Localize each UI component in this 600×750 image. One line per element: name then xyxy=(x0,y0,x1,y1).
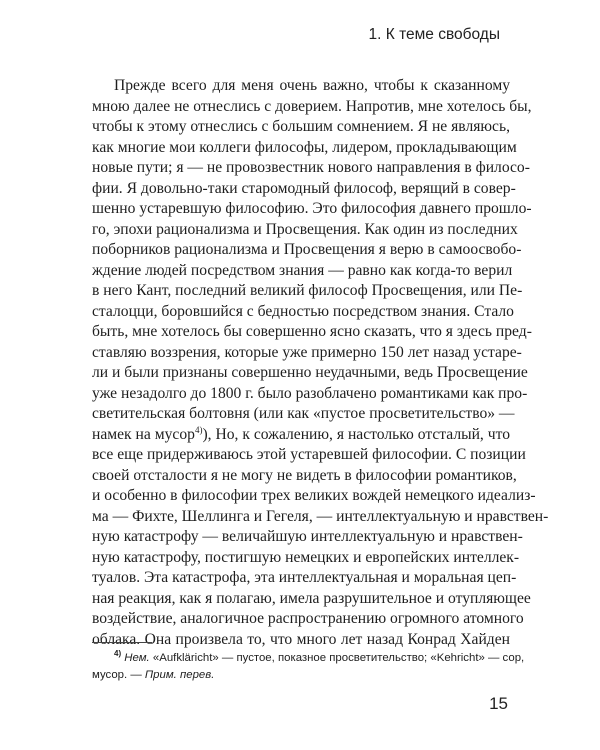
footnote-text: «Aufkläricht» — пустое, показное просветительство; «Kehricht» — сор, xyxy=(152,652,525,664)
text-line: чтобы к этому отнеслись с большим сомнением. Я не являюсь, xyxy=(92,118,510,135)
text-line: шенно устаревшую философию. Это философия давнего прошло- xyxy=(92,200,532,217)
text-line: новые пути; я — не провозвестник нового направления в филосо- xyxy=(92,159,530,176)
text-line: облака. Она произвела то, что много лет назад Конрад Хайден xyxy=(92,630,510,648)
text-line: ждение людей посредством знания — равно как когда-то верил xyxy=(92,261,513,279)
text-line: все еще придерживаюсь этой устаревшей философии. С позиции xyxy=(92,446,526,463)
text-fragment: ), Но, к сожалению, я настолько отсталый, что xyxy=(202,425,511,443)
text-line: светительская болтовня (или как «пустое просветительство» — xyxy=(92,405,515,422)
footnote-line xyxy=(92,667,510,684)
text-line: ную катастрофу — величайшую интеллектуальную и нравствен- xyxy=(92,528,523,545)
footnote-number: 4) xyxy=(114,649,122,659)
text-line: в него Кант, последний великий философ Просвещения, или Пе- xyxy=(92,282,523,299)
text-line: ную катастрофу, постигшую немецких и европейских интеллек- xyxy=(92,548,520,566)
footnote-text: мусор. — xyxy=(92,669,142,681)
footnote-line xyxy=(92,649,525,667)
text-line: ли и были признаны совершенно неудачными, ведь Просвещение xyxy=(92,364,528,381)
text-line: быть, мне хотелось бы совершенно ясно сказать, что я здесь пред- xyxy=(92,323,532,340)
text-line: уже незадолго до 1800 г. было разоблачено романтиками как про- xyxy=(92,384,528,402)
text-line: Прежде всего для меня очень важно, чтобы к сказанному xyxy=(114,77,510,94)
text-line: сталоцци, боровшийся с бедностью посредством знания. Стало xyxy=(92,302,514,320)
translator-note: Прим. перев. xyxy=(144,669,215,681)
text-line: воздействие, аналогичное распространению огромного атомного xyxy=(92,610,524,627)
text-fragment: намек на мусор xyxy=(92,425,195,443)
text-line: ставляю воззрения, которые уже примерно 150 лет назад устаре- xyxy=(92,343,522,361)
text-line: фии. Я довольно-таки старомодный философ, верящий в совер- xyxy=(92,179,516,197)
text-line: туалов. Эта катастрофа, эта интеллектуальная и моральная цеп- xyxy=(92,569,517,586)
footnote-divider xyxy=(92,642,152,643)
text-line: и особенно в философии трех великих вождей немецкого идеализ- xyxy=(92,487,536,504)
text-line-with-footnote xyxy=(92,425,510,446)
text-line: го, эпохи рационализма и Просвещения. Как один из последних xyxy=(92,220,518,238)
footnote xyxy=(92,649,525,684)
text-line: как многие мои коллеги философы, лидером, прокладывающим xyxy=(92,138,517,156)
text-line: мною далее не отнеслись с доверием. Напротив, мне хотелось бы, xyxy=(92,97,532,115)
footnote-abbr: Нем. xyxy=(124,652,150,664)
body-text xyxy=(92,76,549,650)
text-line: ная реакция, как я полагаю, имела разрушительное и отупляющее xyxy=(92,589,531,607)
text-line: своей отсталости я не могу не видеть в философии романтиков, xyxy=(92,466,517,484)
text-line: поборников рационализма и Просвещения я верю в самоосвобо- xyxy=(92,241,522,258)
footnote-reference: 4) xyxy=(194,424,203,435)
page-number: 15 xyxy=(489,694,508,713)
text-line: ма — Фихте, Шеллинга и Гегеля, — интеллектуальную и нравствен- xyxy=(92,507,549,525)
running-title: 1. К теме свободы xyxy=(368,26,500,43)
